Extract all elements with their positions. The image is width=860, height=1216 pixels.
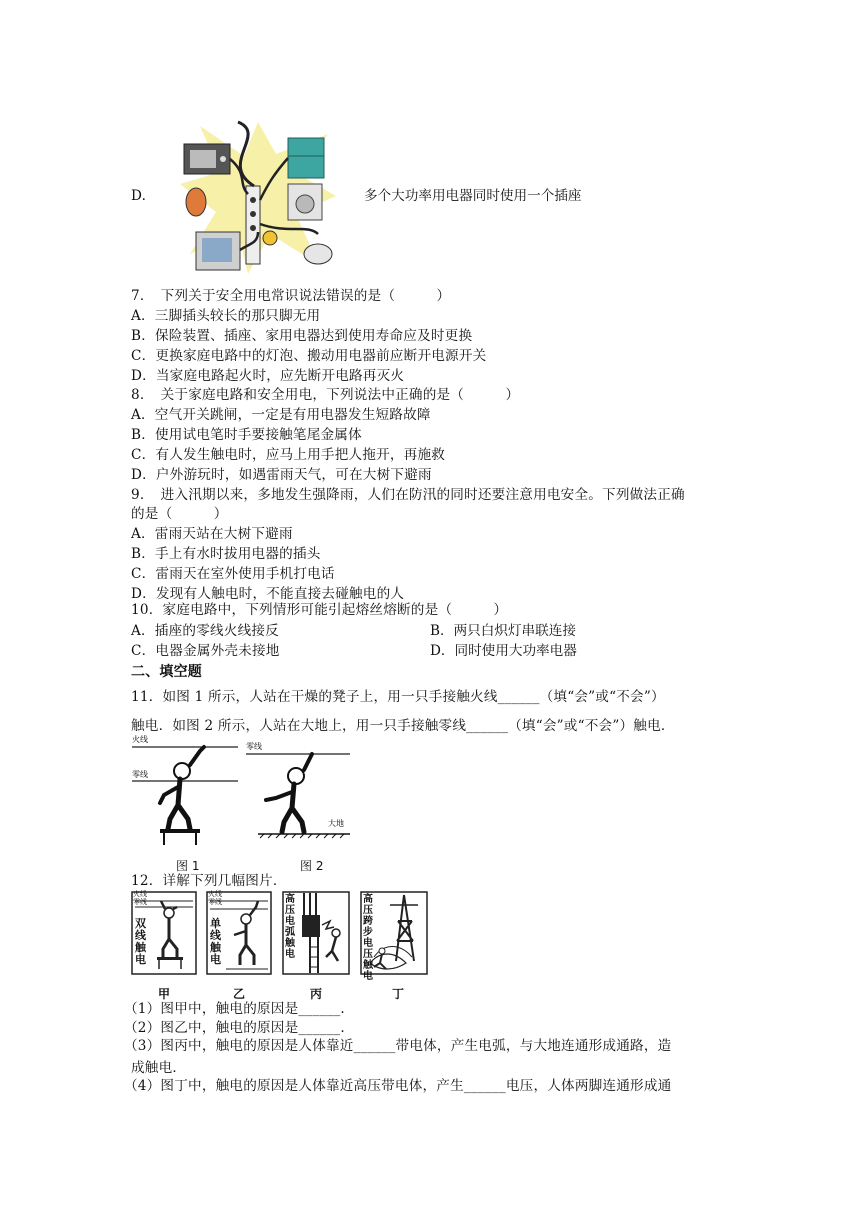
q10-stem: 10．家庭电路中，下列情形可能引起熔丝熔断的是（ ）	[131, 602, 508, 618]
q7-option-a: A．三脚插头较长的那只脚无用	[131, 308, 321, 324]
q11-line2: 触电．如图 2 所示，人站在大地上，用一只手接触零线______（填“会”或“不会”）触电．	[131, 718, 675, 734]
q8-option-d: D．户外游玩时，如遇雷雨天气，可在大树下避雨	[131, 467, 432, 483]
q12-sub4: （4）图丁中，触电的原因是人体靠近高压带电体，产生______电压，人体两脚连通形成通	[124, 1078, 672, 1094]
q9-option-d: D．发现有人触电时，不能直接去碰触电的人	[131, 586, 405, 602]
q10-option-c: C．电器金属外壳未接地	[131, 643, 280, 659]
q8-option-a: A．空气开关跳闸，一定是有用电器发生短路故障	[131, 407, 431, 423]
section-heading: 二、填空题	[131, 664, 202, 680]
q12-panel-yi-tag: 火线 零线	[208, 890, 222, 906]
q10-option-b: B．两只白炽灯串联连接	[430, 623, 576, 639]
q10-option-d: D．同时使用大功率电器	[430, 643, 577, 659]
fig1-live-label: 火线	[132, 735, 148, 744]
q12-sub3-line2: 成触电．	[131, 1060, 187, 1076]
q11-figure-2	[244, 740, 354, 840]
q11-line1: 11．如图 1 所示，人站在干燥的凳子上，用一只手接触火线______（填“会”或“不会”）	[131, 689, 665, 705]
fig1-caption: 图 1	[176, 859, 200, 873]
q7-option-d: D．当家庭电路起火时，应先断开电路再灭火	[131, 368, 405, 384]
q12-panel-jia-text: 双线触电	[135, 917, 146, 966]
q12-panel-bing-caption: 丙	[310, 987, 323, 1001]
q12-sub3-line1: （3）图丙中，触电的原因是人体靠近______带电体，产生电弧，与大地连通形成通路，造	[124, 1038, 672, 1054]
q12-panel-ding-caption: 丁	[392, 987, 405, 1001]
fig2-neutral-label: 零线	[246, 742, 262, 751]
q12-panel-yi-text: 单线触电	[210, 917, 221, 966]
q12-sub1: （1）图甲中，触电的原因是______.	[124, 1001, 345, 1017]
q10-option-a: A．插座的零线火线接反	[131, 623, 279, 639]
q9-stem-line2: 的是（ ）	[131, 506, 228, 522]
q12-stem: 12．详解下列几幅图片．	[131, 873, 287, 889]
q8-stem: 8． 关于家庭电路和安全用电，下列说法中正确的是（ ）	[131, 387, 520, 403]
fig2-caption: 图 2	[300, 859, 324, 873]
q7-option-c: C．更换家庭电路中的灯泡、搬动用电器前应断开电源开关	[131, 348, 487, 364]
q7-option-b: B．保险装置、插座、家用电器达到使用寿命应及时更换	[131, 328, 473, 344]
q7-stem: 7． 下列关于安全用电常识说法错误的是（ ）	[131, 288, 451, 304]
appliances-illustration	[178, 114, 338, 280]
q9-option-c: C．雷雨天在室外使用手机打电话	[131, 566, 335, 582]
fig2-ground-label: 大地	[328, 819, 344, 828]
q12-panel-jia-caption: 甲	[158, 987, 171, 1001]
q12-panel-bing-text: 高压电弧触电	[285, 894, 295, 960]
q9-stem-line1: 9． 进入汛期以来，多地发生强降雨，人们在防汛的同时还要注意用电安全。下列做法正确	[131, 487, 685, 503]
fig1-neutral-label: 零线	[132, 770, 148, 779]
q9-option-b: B．手上有水时拔用电器的插头	[131, 546, 321, 562]
q11-figure-1	[130, 733, 240, 853]
q6-option-d-text: 多个大功率用电器同时使用一个插座	[364, 188, 582, 204]
q6-option-d-label: D.	[131, 188, 147, 204]
q9-option-a: A．雷雨天站在大树下避雨	[131, 526, 293, 542]
q8-option-c: C．有人发生触电时，应马上用手把人拖开，再施救	[131, 447, 446, 463]
q12-panel-jia-tag: 火线 零线	[133, 890, 147, 906]
q8-option-b: B．使用试电笔时手要接触笔尾金属体	[131, 427, 362, 443]
q12-sub2: （2）图乙中，触电的原因是______.	[124, 1020, 345, 1036]
q12-panel-ding-text: 高压跨步电压触电	[363, 894, 373, 982]
q12-panel-yi-caption: 乙	[233, 987, 246, 1001]
